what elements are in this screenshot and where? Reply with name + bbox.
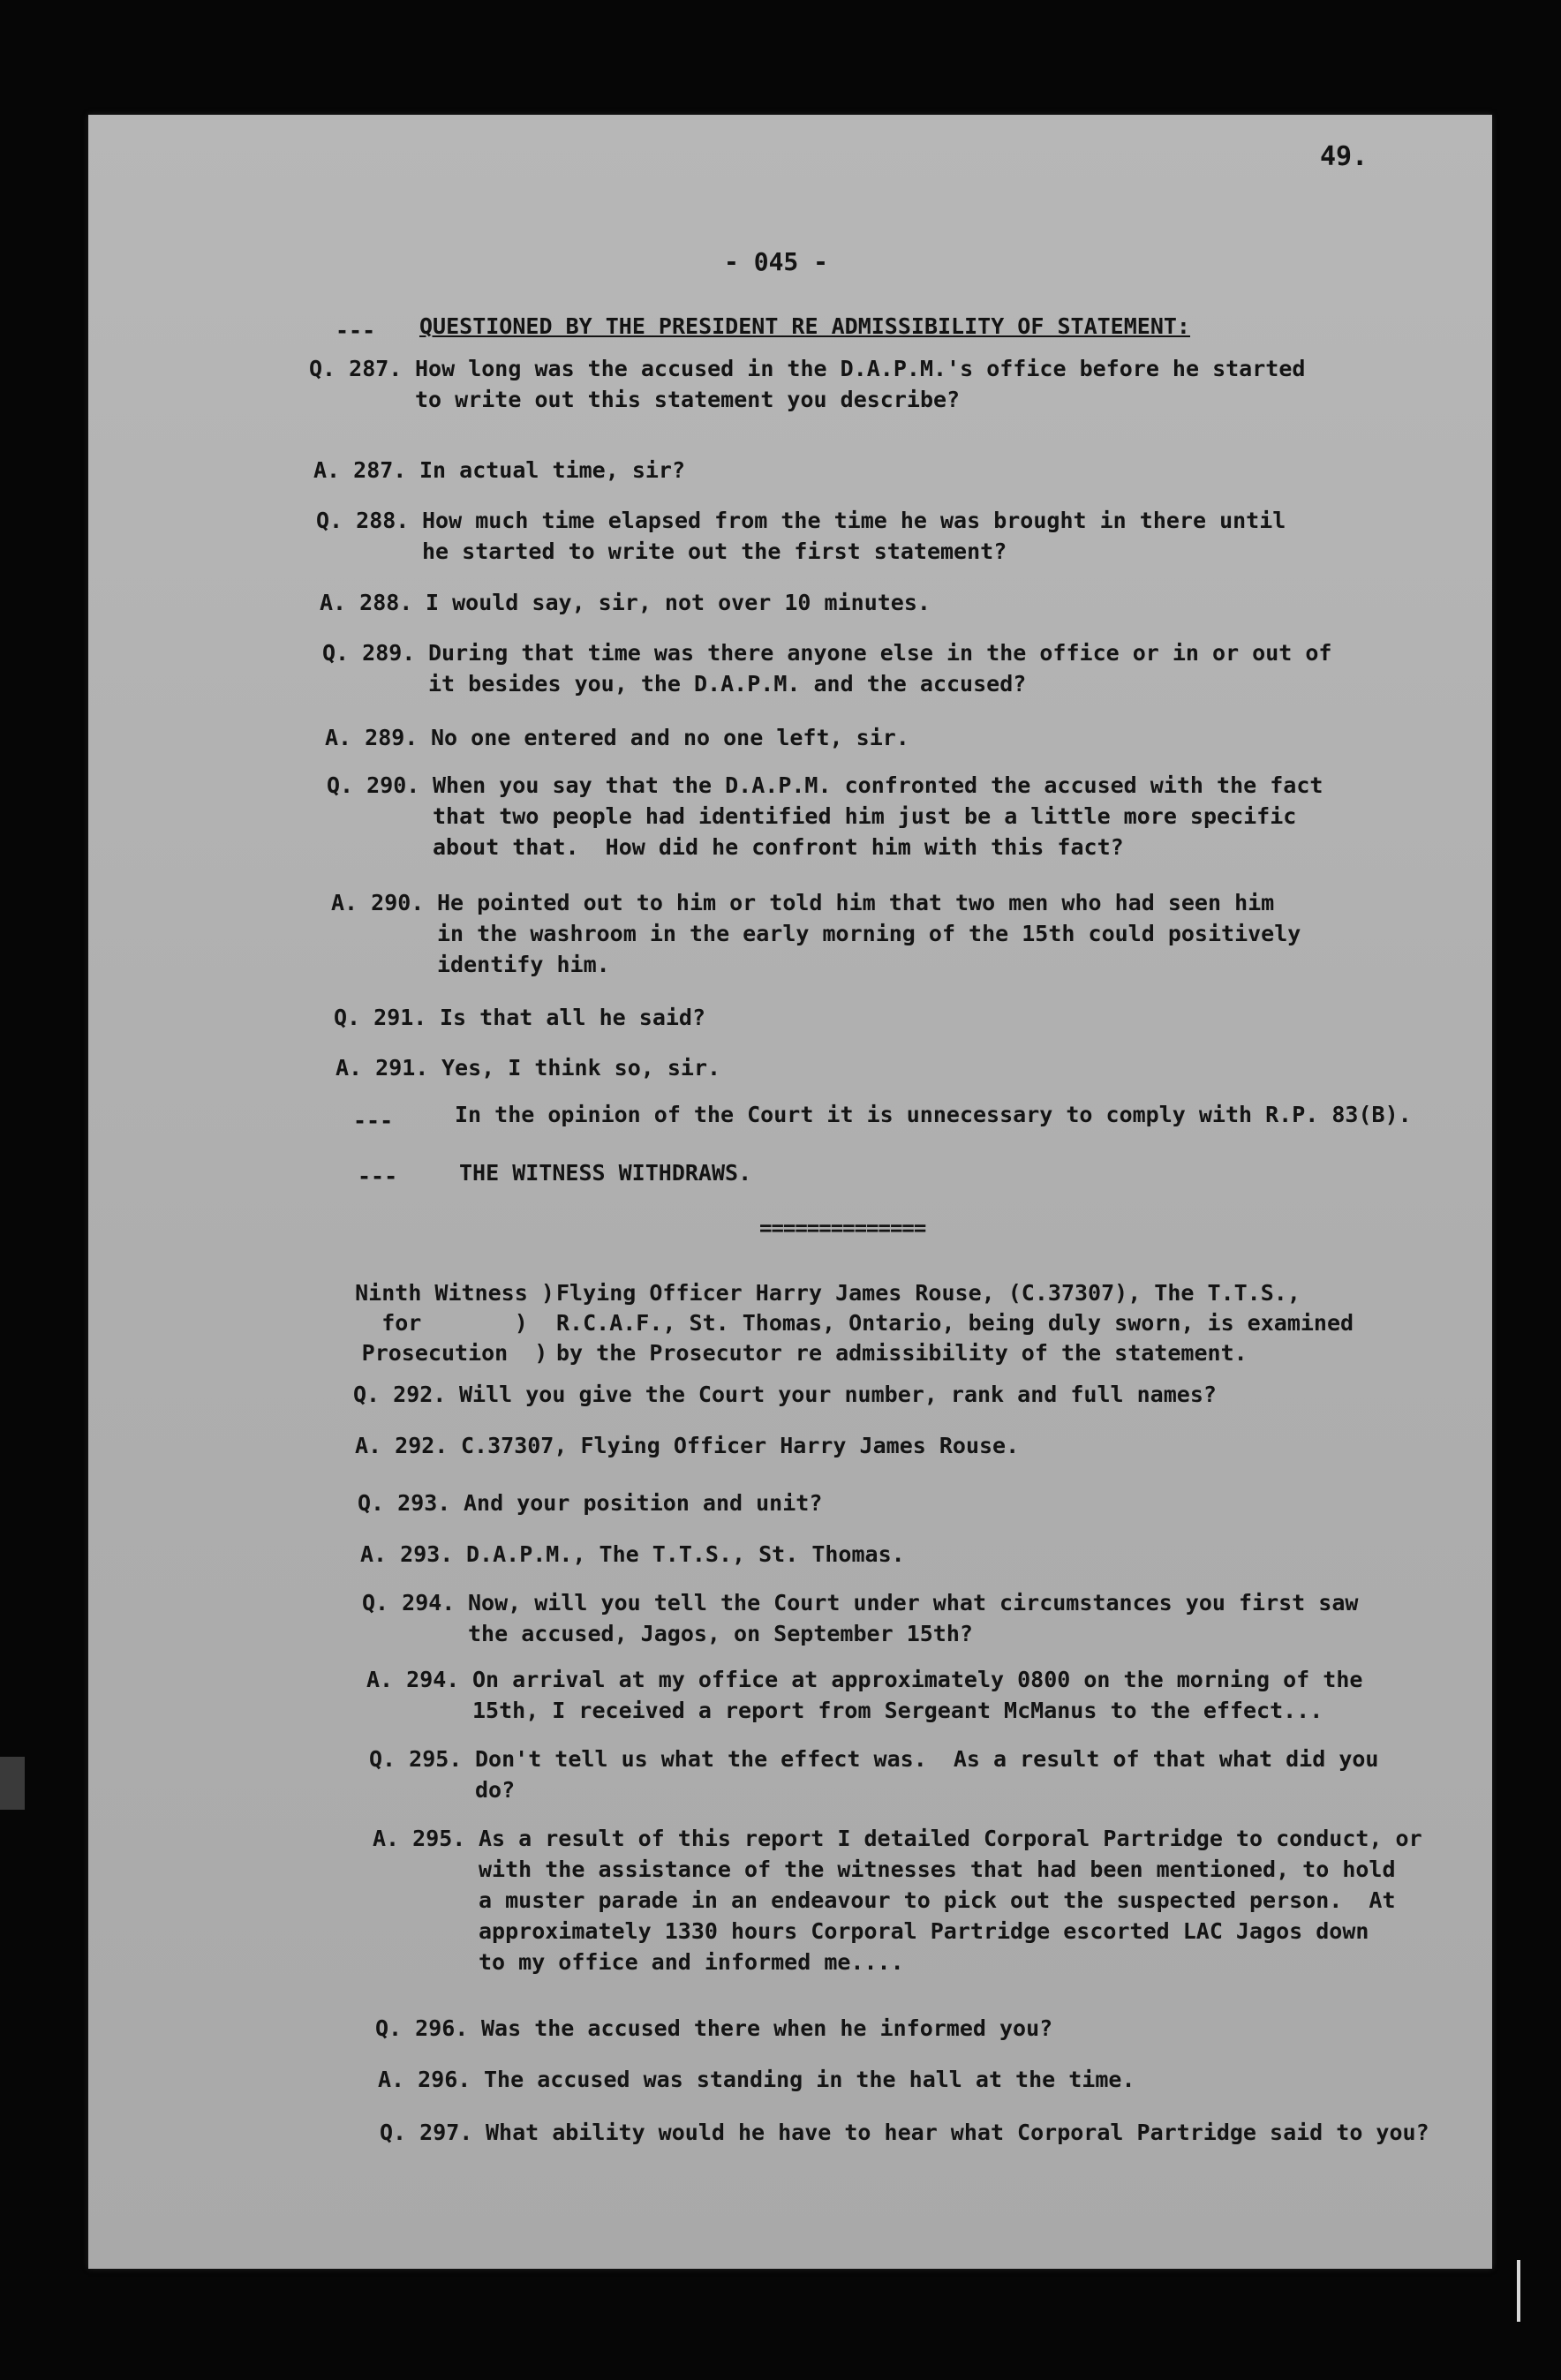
witness-label-line: for ) bbox=[381, 1310, 528, 1336]
entry-text: Don't tell us what the effect was. As a result of that what did you do? bbox=[475, 1746, 1379, 1803]
entry-text: Was the accused there when he informed you? bbox=[481, 2015, 1053, 2041]
entry-label: A. 291. bbox=[336, 1055, 429, 1081]
heading-dash: --- bbox=[336, 318, 376, 343]
entry-label: Q. 296. bbox=[375, 2015, 469, 2041]
entry-label: A. 296. bbox=[378, 2067, 471, 2092]
entry-label: Q. 294. bbox=[362, 1590, 456, 1616]
entry-text: In actual time, sir? bbox=[419, 457, 686, 483]
entry-label: A. 293. bbox=[360, 1541, 454, 1567]
entry-label: Q. 287. bbox=[309, 356, 403, 381]
entry-text: No one entered and no one left, sir. bbox=[431, 725, 909, 750]
entry-label: A. 287. bbox=[313, 457, 407, 483]
entry-label: Q. 288. bbox=[316, 508, 410, 533]
witness-withdraws-note: THE WITNESS WITHDRAWS. bbox=[459, 1160, 752, 1186]
entry-label: A. 295. bbox=[373, 1826, 466, 1851]
witness-label-line: Prosecution ) bbox=[361, 1340, 548, 1366]
entry-label: A. 288. bbox=[320, 590, 413, 615]
scan-mark bbox=[0, 1757, 25, 1810]
section-heading: QUESTIONED BY THE PRESIDENT RE ADMISSIBILITY OF STATEMENT: bbox=[419, 313, 1190, 339]
witness-description: Flying Officer Harry James Rouse, (C.37307), The T.T.S., R.C.A.F., St. Thomas, Ontario, being duly sworn, is examined by the Prosecutor re admissibility of the statement. bbox=[556, 1280, 1354, 1366]
entry-text: Is that all he said? bbox=[440, 1005, 706, 1030]
entry-text: The accused was standing in the hall at the time. bbox=[484, 2067, 1135, 2092]
entry-label: Q. 295. bbox=[369, 1746, 463, 1772]
qa-entry bbox=[380, 2117, 1429, 2241]
entry-label: A. 292. bbox=[355, 1433, 449, 1458]
entry-text: On arrival at my office at approximately 0800 on the morning of the 15th, I received a report from Sergeant McManus to the effect... bbox=[472, 1667, 1363, 1723]
entry-text: Now, will you tell the Court under what circumstances you first saw the accused, Jagos, on September 15th? bbox=[468, 1590, 1359, 1646]
note-dash: --- bbox=[353, 1108, 394, 1134]
qa-entry bbox=[327, 770, 1323, 893]
note-dash: --- bbox=[358, 1164, 398, 1189]
entry-text: Yes, I think so, sir. bbox=[441, 1055, 721, 1081]
separator-line: ============== bbox=[759, 1216, 926, 1240]
qa-entry bbox=[373, 1823, 1422, 1975]
entry-text: During that time was there anyone else in the office or in or out of it besides you, the D.A.P.M. and the accused? bbox=[428, 640, 1332, 697]
entry-text: What ability would he have to hear what Corporal Partridge said to you? bbox=[486, 2120, 1429, 2145]
document-page bbox=[88, 115, 1492, 2269]
qa-entry bbox=[331, 887, 1301, 1011]
page-number: 49. bbox=[1320, 141, 1369, 172]
entry-text: He pointed out to him or told him that two men who had seen him in the washroom in the early morning of the 15th could positively identify him. bbox=[437, 890, 1301, 977]
entry-label: Q. 291. bbox=[334, 1005, 427, 1030]
entry-label: Q. 293. bbox=[358, 1490, 451, 1516]
entry-label: Q. 289. bbox=[322, 640, 416, 666]
witness-label-line: Ninth Witness ) bbox=[355, 1280, 554, 1306]
entry-label: A. 290. bbox=[331, 890, 425, 915]
court-note: In the opinion of the Court it is unnecessary to comply with R.P. 83(B). bbox=[455, 1102, 1412, 1127]
witness-label bbox=[353, 1278, 556, 1368]
entry-text: When you say that the D.A.P.M. confronted the accused with the fact that two people had identified him just be a little more specific about that. How did he confront him with this fact? bbox=[433, 772, 1323, 860]
entry-label: A. 289. bbox=[325, 725, 419, 750]
entry-text: As a result of this report I detailed Corporal Partridge to conduct, or with the assistance of the witnesses that had been mentioned, to hold a muster parade in an endeavour to pick out the suspected person. At approximately 1330 hours Corporal Partridge escorted LAC Jagos down to my office and informed me.... bbox=[479, 1826, 1422, 1975]
entry-text: How much time elapsed from the time he was brought in there until he started to write out the first statement? bbox=[422, 508, 1286, 564]
document-number: - 045 - bbox=[724, 247, 829, 276]
entry-label: A. 294. bbox=[366, 1667, 460, 1692]
entry-text: Will you give the Court your number, rank and full names? bbox=[459, 1382, 1217, 1407]
entry-text: I would say, sir, not over 10 minutes. bbox=[426, 590, 931, 615]
entry-text: D.A.P.M., The T.T.S., St. Thomas. bbox=[466, 1541, 905, 1567]
entry-text: And your position and unit? bbox=[464, 1490, 823, 1516]
scan-mark bbox=[1517, 2260, 1520, 2322]
entry-label: Q. 297. bbox=[380, 2120, 473, 2145]
entry-label: Q. 290. bbox=[327, 772, 420, 798]
entry-text: How long was the accused in the D.A.P.M.'s office before he started to write out this statement you describe? bbox=[415, 356, 1306, 412]
entry-text: C.37307, Flying Officer Harry James Rouse. bbox=[461, 1433, 1020, 1458]
entry-label: Q. 292. bbox=[353, 1382, 447, 1407]
